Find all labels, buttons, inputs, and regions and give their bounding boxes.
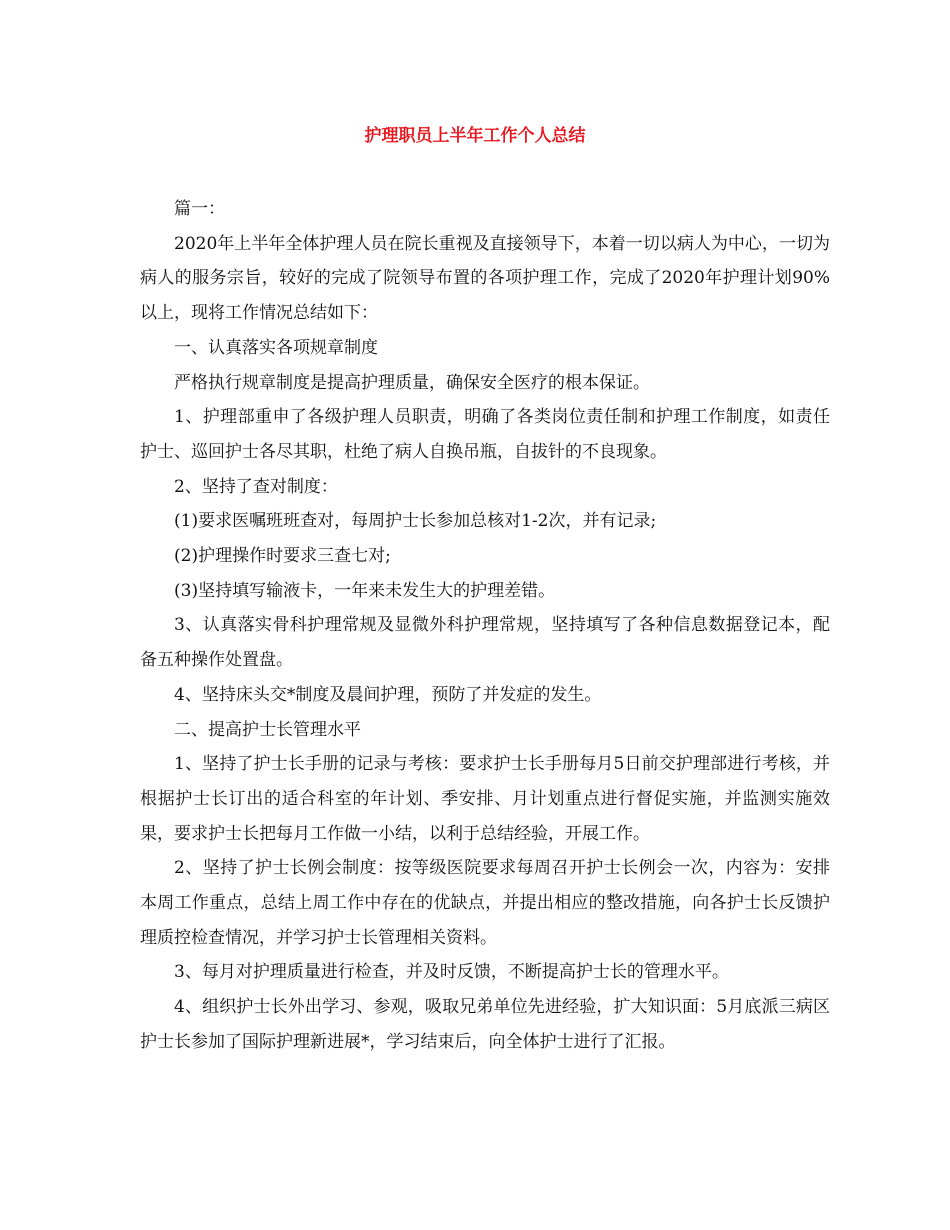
- paragraph: 3、每月对护理质量进行检查，并及时反馈，不断提高护士长的管理水平。: [174, 962, 729, 983]
- paragraph: 严格执行规章制度是提高护理质量，确保安全医疗的根本保证。: [174, 372, 650, 393]
- list-item: (2)护理操作时要求三查七对;: [174, 546, 391, 567]
- paragraph: 2020年上半年全体护理人员在院长重视及直接领导下，本着一切以病人为中心，一切为病人的服务宗旨，较好的完成了院领导布置的各项护理工作，完成了2020年护理计划90%以上，现将工作情况总结如下：: [140, 233, 830, 324]
- paragraph: 4、坚持床头交*制度及晨间护理，预防了并发症的发生。: [174, 684, 602, 705]
- paragraph: 篇一：: [174, 199, 225, 219]
- section-heading: 一、认真落实各项规章制度: [174, 337, 378, 358]
- paragraph: 3、认真落实骨科护理常规及显微外科护理常规，坚持填写了各种信息数据登记本，配备五种操作处置盘。: [140, 615, 830, 671]
- document-title: 护理职员上半年工作个人总结: [364, 126, 586, 146]
- paragraph: 1、护理部重申了各级护理人员职责，明确了各类岗位责任制和护理工作制度，如责任护士、巡回护士各尽其职，杜绝了病人自换吊瓶，自拔针的不良现象。: [140, 407, 830, 462]
- paragraph: 1、坚持了护士长手册的记录与考核：要求护士长手册每月5日前交护理部进行考核，并根据护士长订出的适合科室的年计划、季安排、月计划重点进行督促实施，并监测实施效果，要求护士长把每月工作做一小结，以利于总结经验，开展工作。: [140, 754, 830, 844]
- paragraph: 2、坚持了查对制度：: [174, 476, 338, 497]
- list-item: (3)坚持填写输液卡，一年来未发生大的护理差错。: [174, 580, 556, 601]
- list-item: (1)要求医嘱班班查对，每周护士长参加总核对1-2次，并有记录;: [174, 511, 657, 532]
- document-body: [140, 192, 830, 1060]
- paragraph: 4、组织护士长外出学习、参观，吸取兄弟单位先进经验，扩大知识面：5月底派三病区护士长参加了国际护理新进展*，学习结束后，向全体护士进行了汇报。: [140, 997, 830, 1052]
- paragraph: 2、坚持了护士长例会制度：按等级医院要求每周召开护士长例会一次，内容为：安排本周工作重点，总结上周工作中存在的优缺点，并提出相应的整改措施，向各护士长反馈护理质控检查情况，并学习护士长管理相关资料。: [140, 858, 830, 948]
- section-heading: 二、提高护士长管理水平: [174, 719, 361, 740]
